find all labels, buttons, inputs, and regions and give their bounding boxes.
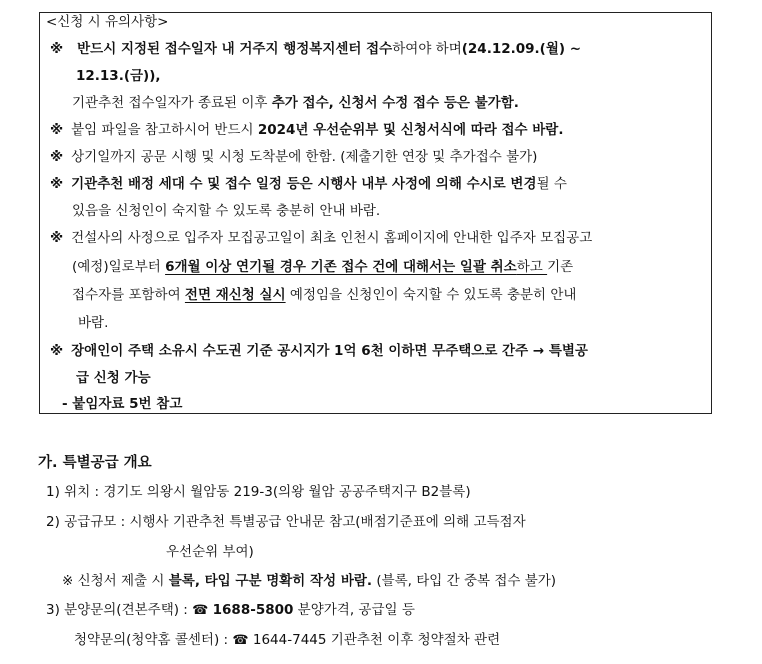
overview-subscription-inquiry: 청약문의(청약홈 콜센터) : ☎ 1644-7445 기관추천 이후 청약절차 관련 — [74, 632, 501, 648]
section-title: 가. 특별공급 개요 — [38, 455, 152, 471]
sales-phone-number: 1688-5800 — [212, 602, 294, 618]
notice-item-3: ※ 상기일까지 공문 시행 및 시청 도착분에 한함. (제출기한 연장 및 추가접수 불가) — [50, 149, 538, 165]
notice-item-1-cont: 12.13.(금)), — [76, 68, 161, 84]
notice-item-5-cont-3: 바람. — [78, 315, 109, 331]
notice-item-6: ※ 장애인이 주택 소유시 수도권 기준 공시지가 1억 6천 이하면 무주택으로 간주 → 특별공 — [50, 343, 588, 359]
overview-scale-note: ※ 신청서 제출 시 블록, 타입 구분 명확히 작성 바람. (블록, 타입 간 중복 접수 불가) — [62, 573, 557, 589]
notice-item-1: ※ 반드시 지정된 접수일자 내 거주지 행정복지센터 접수하여야 하며(24.12.09.(월) ~ — [50, 41, 582, 57]
notice-item-5-cont-2: 접수자를 포함하여 전면 재신청 실시 예정임을 신청인이 숙지할 수 있도록 충분히 안내 — [72, 287, 577, 303]
phone-icon: ☎ — [192, 603, 209, 618]
callcenter-phone-number: 1644-7445 — [252, 632, 327, 648]
notice-item-4-cont: 있음을 신청인이 숙지할 수 있도록 충분히 안내 바람. — [72, 203, 381, 219]
notice-item-6-cont: 급 신청 가능 — [76, 370, 151, 386]
overview-scale: 2) 공급규모 : 시행사 기관추천 특별공급 안내문 참고(배점기준표에 의해 고득점자 — [46, 514, 526, 530]
notice-item-5-cont-1: (예정)일로부터 6개월 이상 연기될 경우 기존 접수 건에 대해서는 일괄 취소하고 기존 — [72, 259, 574, 275]
overview-scale-cont: 우선순위 부여) — [166, 544, 254, 560]
notice-item-1-note: 기관추천 접수일자가 종료된 이후 추가 접수, 신청서 수정 접수 등은 불가함. — [72, 95, 519, 111]
notice-item-5: ※ 건설사의 사정으로 입주자 모집공고일이 최초 인천시 홈페이지에 안내한 입주자 모집공고 — [50, 230, 593, 246]
phone-icon: ☎ — [232, 633, 249, 648]
overview-sales-inquiry: 3) 분양문의(견본주택) : ☎ 1688-5800 분양가격, 공급일 등 — [46, 602, 415, 618]
overview-location: 1) 위치 : 경기도 의왕시 월암동 219-3(의왕 월암 공공주택지구 B2블록) — [46, 484, 471, 500]
notice-item-6-ref: - 붙임자료 5번 참고 — [62, 396, 183, 412]
notice-item-2: ※ 붙임 파일을 참고하시어 반드시 2024년 우선순위부 및 신청서식에 따라 접수 바람. — [50, 122, 564, 138]
notice-item-4: ※ 기관추천 배정 세대 수 및 접수 일정 등은 시행사 내부 사정에 의해 수시로 변경될 수 — [50, 176, 567, 192]
notice-title: <신청 시 유의사항> — [46, 14, 169, 30]
